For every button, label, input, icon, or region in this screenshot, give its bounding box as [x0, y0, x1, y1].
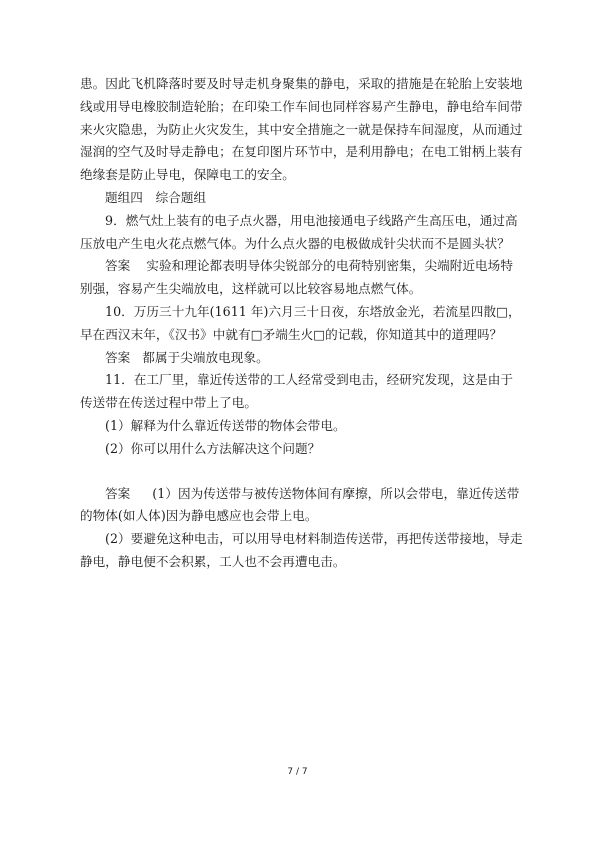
answer-10-text: 都属于尖端放电现象。	[142, 349, 269, 365]
answer-label: 答案	[105, 349, 131, 365]
document-body	[80, 73, 525, 574]
section-heading-group4: 题组四 综合题组	[105, 189, 207, 205]
answer-label: 答案	[105, 258, 131, 274]
answer-11-part-2: (2）要避免这种电击，可以用导电材料制造传送带，再把传送带接地，导走静电，静电便不会积累，工人也不会再遭电击。	[80, 531, 523, 569]
answer-10	[80, 347, 525, 370]
answer-11-part-1-text: (1）因为传送带与被传送物体间有摩擦，所以会带电，靠近传送带的物体(如人体)因为静电感应也会带上电。	[80, 485, 520, 524]
answer-9-text: 实验和理论都表明导体尖锐部分的电荷特别密集，尖端附近电场特别强，容易产生尖端放电，这样就可以比较容易地点燃气体。	[80, 258, 513, 297]
paragraph-continuation: 患。因此飞机降落时要及时导走机身聚集的静电，采取的措施是在轮胎上安装地线或用导电橡胶制造轮胎；在印染工作车间也同样容易产生静电，静电给车间带来火灾隐患，为防止火灾发生，其中安全措施之一就是保持车间湿度，从而通过湿润的空气及时导走静电；在复印图片环节中，是利用静电；在电工钳柄上装有绝缘套是防止导电，保障电工的安全。	[80, 76, 523, 183]
answer-9	[80, 255, 525, 301]
question-9: 9．燃气灶上装有的电子点火器，用电池接通电子线路产生高压电，通过高压放电产生电火花点燃气体。为什么点火器的电极做成针尖状而不是圆头状？	[80, 212, 518, 251]
question-10: 10．万历三十九年(1611 年)六月三十日夜，东塔放金光，若流星四散□，早在西汉末年，《汉书》中就有□矛端生火□的记载，你知道其中的道理吗？	[80, 303, 521, 342]
answer-label: 答案	[105, 485, 131, 501]
page-number: 7 / 7	[287, 767, 308, 777]
question-11: 11．在工厂里，靠近传送带的工人经常受到电击，经研究发现，这是由于传送带在传送过程中带上了电。	[80, 372, 514, 411]
question-11-part-2: (2）你可以用什么方法解决这个问题？	[105, 440, 321, 456]
question-11-part-1: (1）解释为什么靠近传送带的物体会带电。	[105, 417, 346, 433]
answer-11-part-1	[80, 483, 525, 529]
